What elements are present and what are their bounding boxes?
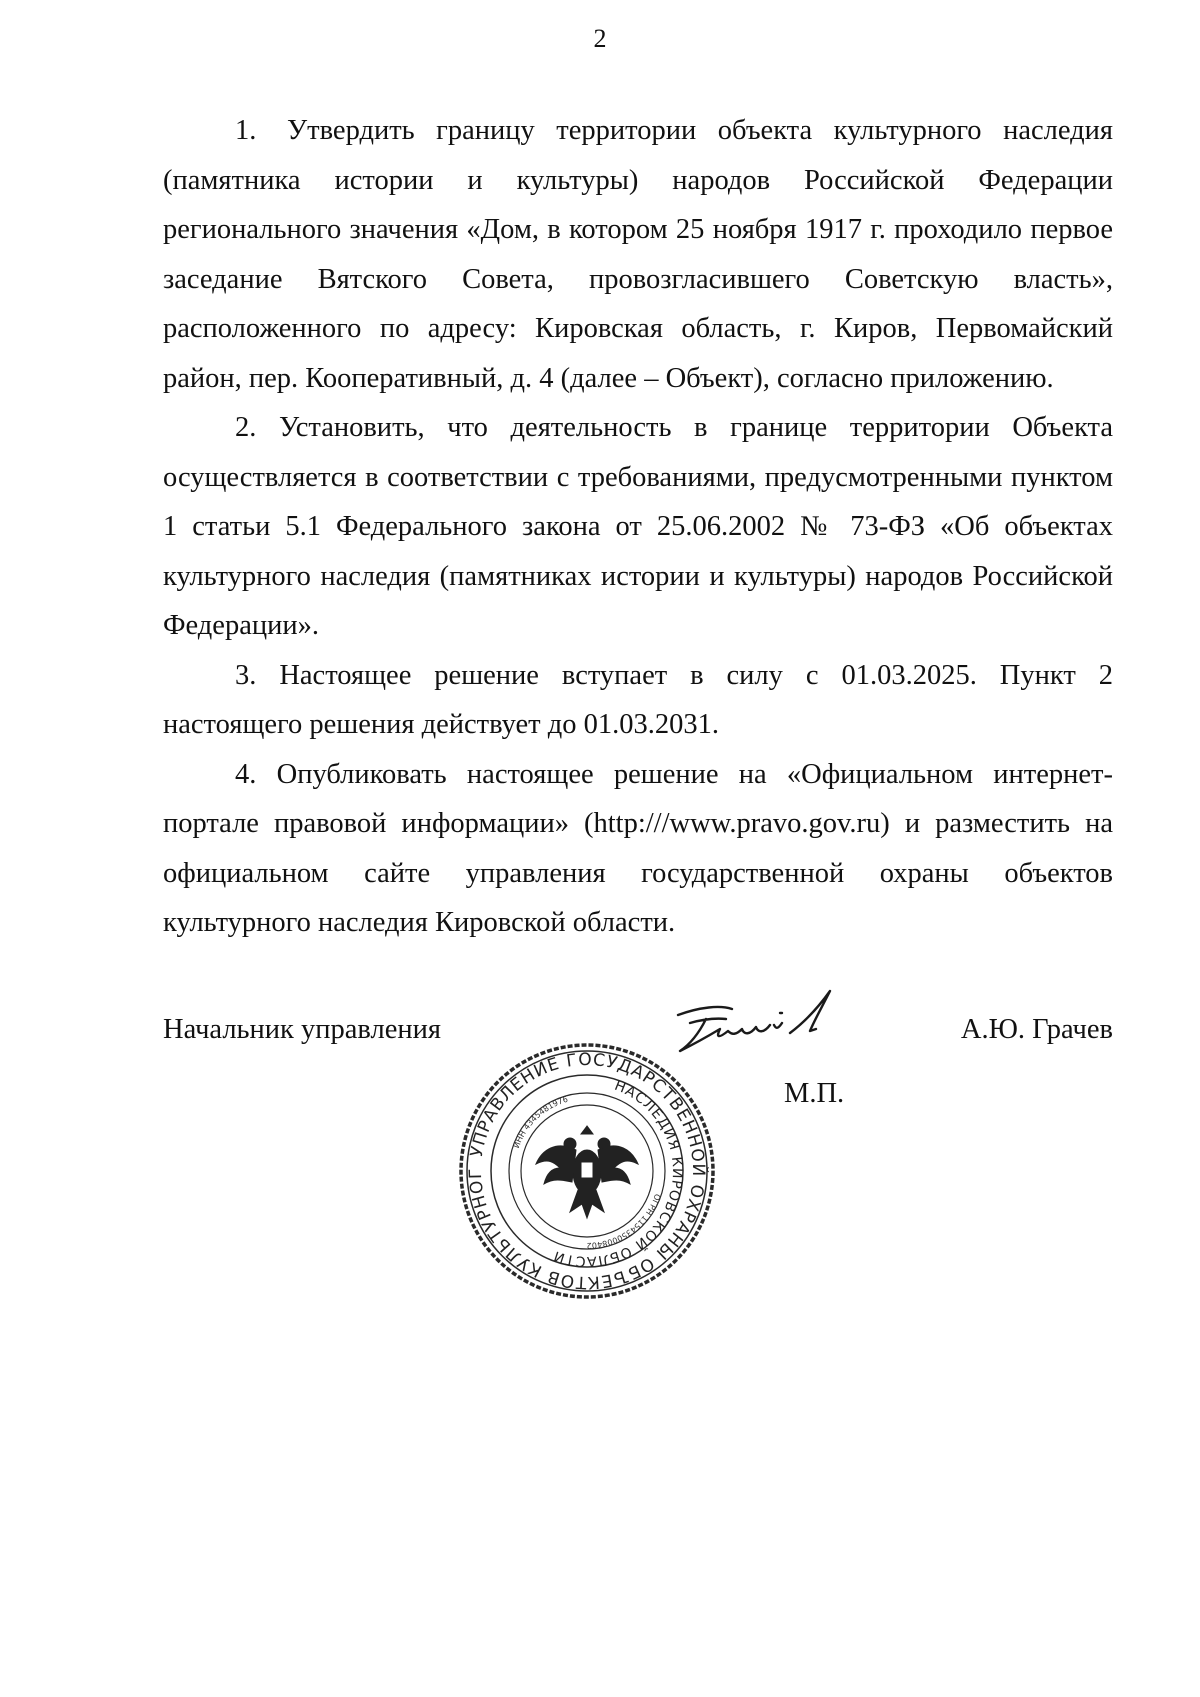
- coat-of-arms-icon: [536, 1126, 638, 1218]
- document-body: [163, 106, 1113, 948]
- page-number: 2: [593, 24, 607, 53]
- stamp-ogrn-text: ОГРН 1154350008402: [586, 1192, 663, 1251]
- paragraph-2: 2. Установить, что деятельность в границе территории Объекта осуществляется в соответствии с требованиями, предусмотренными пунктом 1 статьи 5.1 Федерального закона от 25.06.2002 № 73-ФЗ «Об объектах культурного наследия (памятниках истории и культуры) народов Российской Федерации».: [163, 412, 1113, 641]
- paragraph-1-text: Утвердить границу территории объекта культурного наследия (памятника истории и культуры) народов Российской Федерации регионального значения «Дом, в котором 25 ноября 1917 г. проходило первое заседание Вятского Совета, провозгласившего Советскую власть», расположенного по адресу: Кировская область, г. Киров, Первомайский район, пер. Кооперативный, д. 4 (далее – Объект), согласно приложению.: [163, 115, 1113, 394]
- stamp-outer-text: УПРАВЛЕНИЕ ГОСУДАРСТВЕННОЙ ОХРАНЫ ОБЪЕКТОВ КУЛЬТУРНОГ: [465, 1049, 709, 1293]
- paragraph-4: 4. Опубликовать настоящее решение на «Официальном интернет-портале правовой информации» (http:///www.pravo.gov.ru) и разместить на официальном сайте управления государственной охраны объектов культурного наследия Кировской области.: [163, 758, 1113, 938]
- paragraph-1-number: 1.: [235, 115, 257, 146]
- svg-text:ИНН 4345481976: [512, 1095, 569, 1150]
- paragraph-3: 3. Настоящее решение вступает в силу с 01.03.2025. Пункт 2 настоящего решения действует до 01.03.2031.: [163, 659, 1113, 740]
- stamp-inner-text: НАСЛЕДИЯ КИРОВСКОЙ ОБЛАСТИ: [551, 1077, 686, 1270]
- signatory-name: А.Ю. Грачев: [960, 1014, 1113, 1045]
- signatory-position: Начальник управления: [163, 1014, 441, 1045]
- stamp-seal-icon: [456, 1040, 718, 1302]
- official-stamp: [456, 1040, 718, 1307]
- stamp-inn-text: ИНН 4345481976: [511, 1094, 570, 1150]
- paragraph-1: [163, 106, 1113, 403]
- seal-place-mark: М.П.: [784, 1078, 845, 1109]
